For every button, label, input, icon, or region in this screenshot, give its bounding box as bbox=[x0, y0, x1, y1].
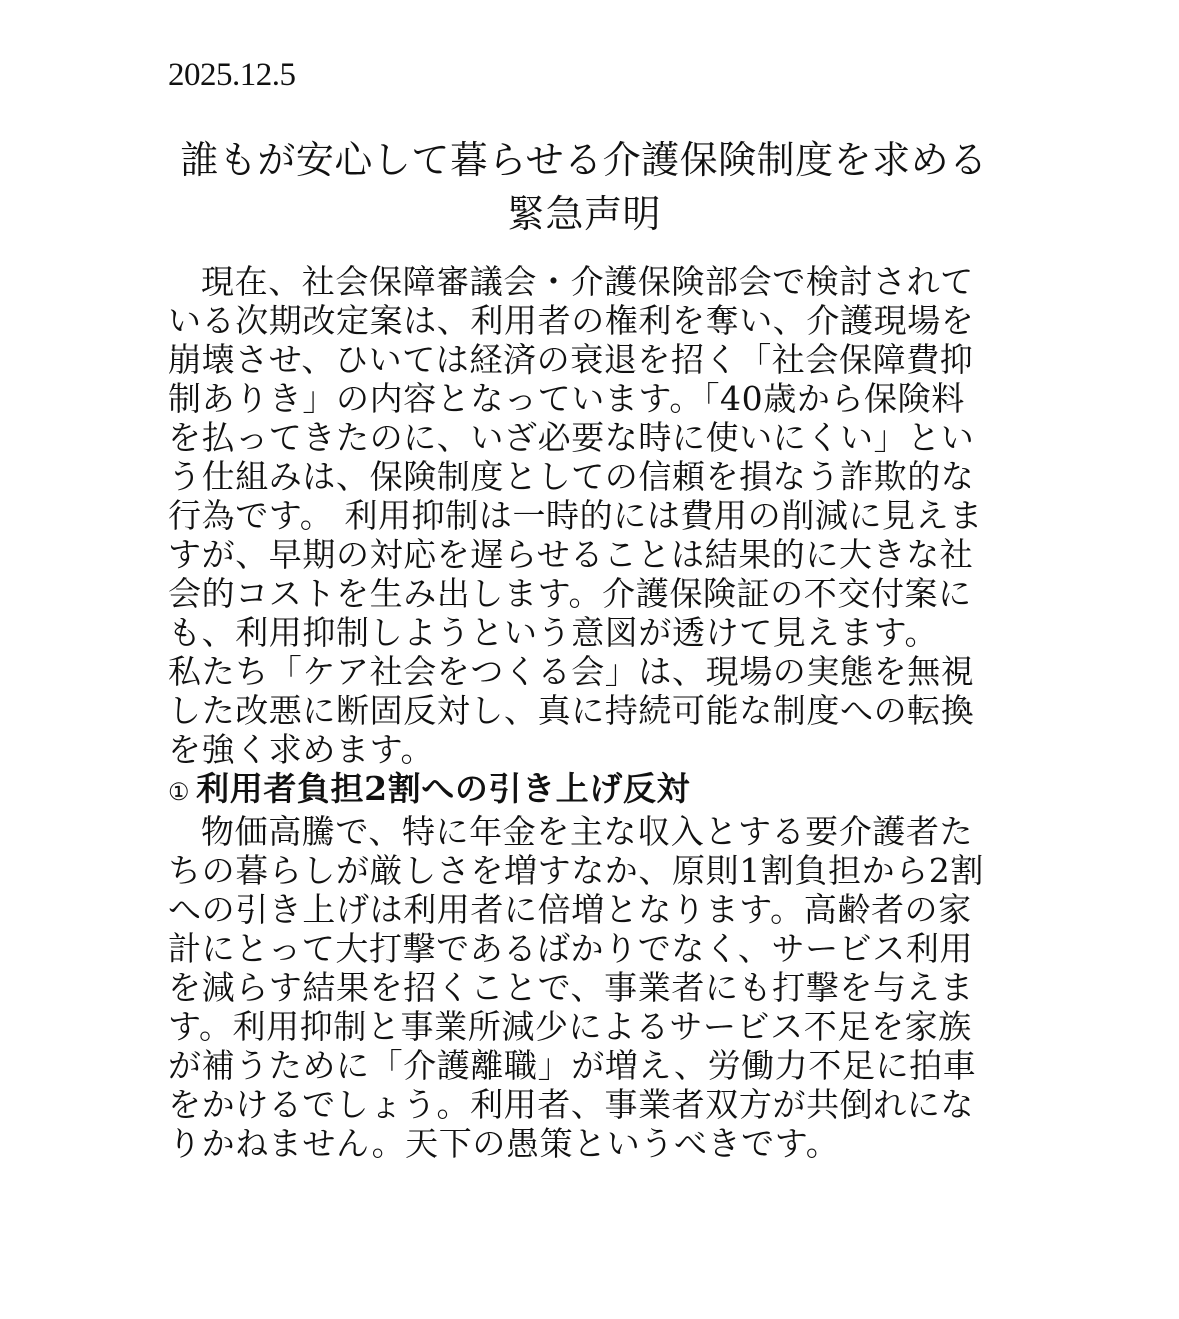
section-paragraph: 物価高騰で、特に年金を主な収入とする要介護者たちの暮らしが厳しさを増すなか、原則1割負担から2割への引き上げは利用者に倍増となります。高齢者の家計にとって大打撃であるばかりでなく、サービス利用を減らす結果を招くことで、事業者にも打撃を与えます。利用抑制と事業所減少によるサービス不足を家族が補うために「介護離職」が増え、労働力不足に拍車をかけるでしょう。利用者、事業者双方が共倒れになりかねません。天下の愚策というべきです。 bbox=[168, 812, 984, 1163]
intro-paragraph: 現在、社会保障審議会・介護保険部会で検討されている次期改定案は、利用者の権利を奪い、介護現場を崩壊させ、ひいては経済の衰退を招く「社会保障費抑制ありき」の内容となっています。「40歳から保険料を払ってきたのに、いざ必要な時に使いにくい」という仕組みは、保険制度としての信頼を損なう詐欺的な行為です。 利用抑制は一時的には費用の削減に見えますが、早期の対応を遅らせることは結果的に大きな社会的コストを生み出します。介護保険証の不交付案にも、利用抑制しようという意図が透けて見えます。 bbox=[168, 262, 983, 652]
document-title: 誰もが安心して暮らせる介護保険制度を求める緊急声明 bbox=[180, 138, 988, 236]
section-heading bbox=[168, 769, 994, 812]
document-body bbox=[168, 262, 994, 1163]
section-number: ① bbox=[168, 778, 191, 806]
section-heading-text: 利用者負担2割への引き上げ反対 bbox=[196, 769, 691, 808]
intro-paragraph-2: 私たち「ケア社会をつくる会」は、現場の実態を無視した改悪に断固反対し、真に持続可能な制度への転換を強く求めます。 bbox=[168, 652, 975, 769]
document-date: 2025.12.5 bbox=[168, 57, 296, 93]
